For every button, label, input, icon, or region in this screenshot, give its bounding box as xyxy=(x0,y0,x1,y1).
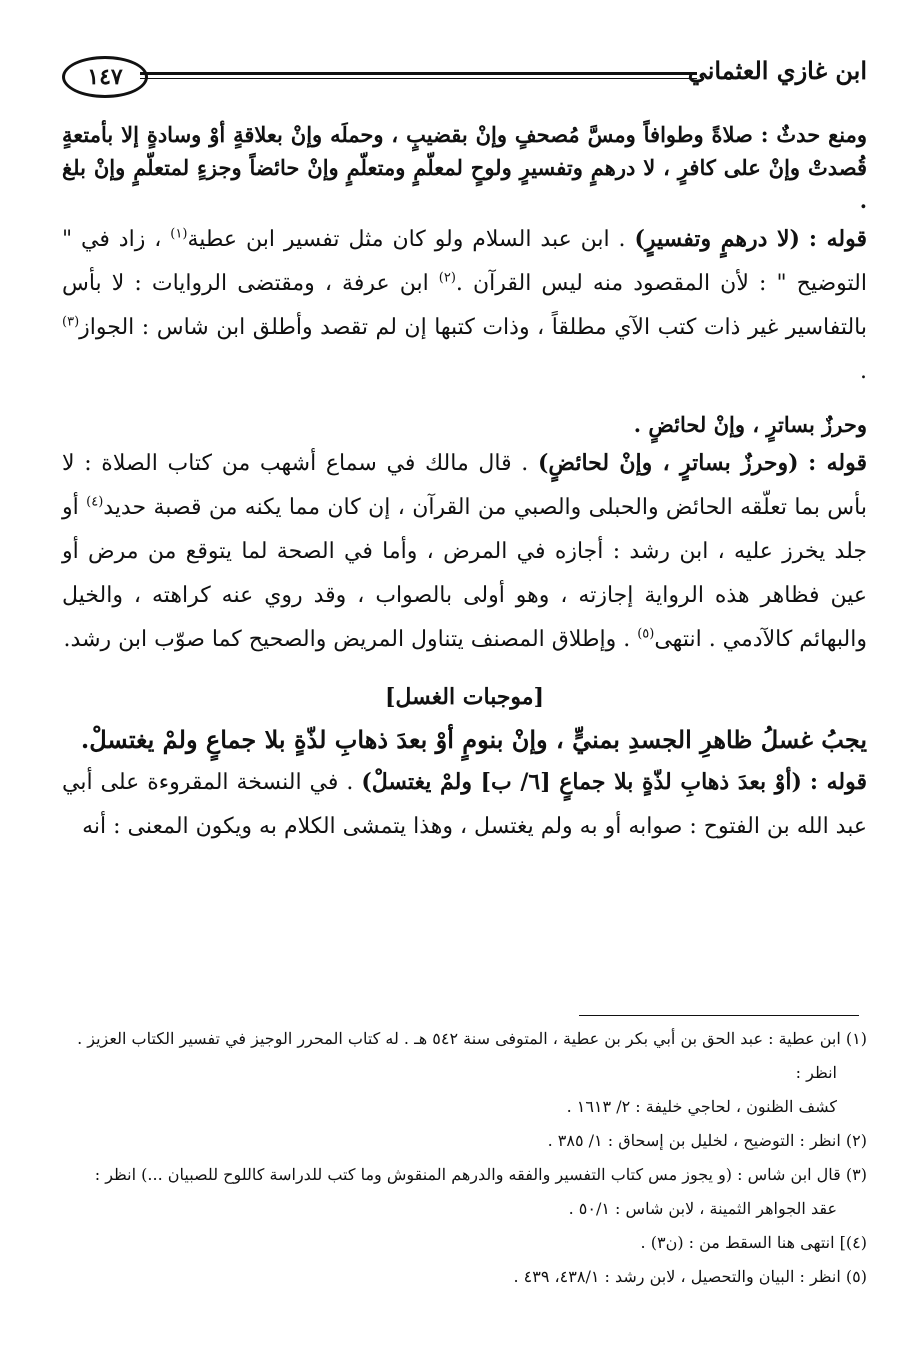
commentary-text: . ابن عبد السلام ولو كان مثل تفسير ابن عطية xyxy=(187,227,626,252)
quoted-matn: (وحرزٌ بساترٍ ، وإنْ لحائضٍ) xyxy=(537,450,799,476)
quoted-matn: (أوْ بعدَ ذهابِ لذّةٍ بلا جماعٍ [٦/ ب] ولمْ يغتسلْ) xyxy=(361,769,802,795)
commentary-text: . وإطلاق المصنف يتناول المريض والصحيح كما صوّب ابن رشد. xyxy=(63,627,631,652)
footnote-3-continued: عقد الجواهر الثمينة ، لابن شاس : ٥٠/١ . xyxy=(568,1199,837,1218)
footnote-4: (٤)] انتهى هنا السقط من : (ن٣) . xyxy=(640,1233,867,1252)
matn-paragraph-1: ومنع حدثٌ : صلاةً وطوافاً ومسَّ مُصحفٍ وإنْ بقضيبٍ ، وحملَه وإنْ بعلاقةٍ أوْ وسادةٍ إلا بأمتعةٍ قُصدتْ وإنْ على كافرٍ ، لا درهمٍ وتفسيرٍ ولوحٍ لمعلّمٍ ومتعلّمٍ وإنْ حائضاً وجزءٍ لمتعلّمٍ وإنْ بلغ . xyxy=(62,122,867,213)
matn-paragraph-2: وحرزٌ بساترٍ ، وإنْ لحائضٍ . xyxy=(633,412,867,437)
qawluhu-label: قوله : xyxy=(808,226,867,252)
main-text xyxy=(62,118,867,849)
commentary-paragraph-2 xyxy=(62,441,867,662)
footnote-ref[interactable]: (١) xyxy=(170,226,188,242)
matn-paragraph-3: يجبُ غسلُ ظاهرِ الجسدِ بمنيٍّ ، وإنْ بنومٍ أوْ بعدَ ذهابِ لذّةٍ بلا جماعٍ ولمْ يغتسلْ. xyxy=(80,725,867,754)
footnote-2: (٢) انظر : التوضيح ، لخليل بن إسحاق : ١/ ٣٨٥ . xyxy=(547,1131,867,1150)
footnote-ref[interactable]: (٢) xyxy=(438,270,456,286)
commentary-text: . في النسخة المقروءة على أبي عبد الله بن الفتوح : صوابه أو به ولم يغتسل ، وهذا يتمشى الكلام به ويكون المعنى : أنه xyxy=(62,770,867,839)
commentary-text: . قال مالك في سماع أشهب من كتاب الصلاة : لا بأس بما تعلّقه الحائض والحبلى والصبي من القرآن ، إن كان مما يكنه من قصبة حديد xyxy=(62,451,867,520)
qawluhu-label: قوله : xyxy=(808,450,867,476)
commentary-text: أو جلد يخرز عليه ، ابن رشد : أجازه في المرض ، وأما في الصحة لما يتوقع من مرض أو عين فظاهر هذه الرواية إجازته ، وهو أولى بالصواب ، وقد روي عنه كراهته ، والخيل والبهائم كالآدمي . انتهى xyxy=(62,495,867,652)
footnote-ref[interactable]: (٥) xyxy=(637,626,655,642)
footnote-ref[interactable]: (٣) xyxy=(62,314,80,330)
footnote-5: (٥) انظر : البيان والتحصيل ، لابن رشد : ٤٣٨/١، ٤٣٩ . xyxy=(513,1267,867,1286)
commentary-text: ابن عرفة ، ومقتضى الروايات : لا بأس بالتفاسير غير ذات كتب الآي مطلقاً ، وذات كتبها إن لم تقصد وأطلق ابن شاس : الجواز xyxy=(62,271,867,340)
qawluhu-label: قوله : xyxy=(809,769,867,795)
commentary-paragraph-3 xyxy=(62,760,867,849)
quoted-matn: (لا درهمٍ وتفسيرٍ) xyxy=(634,226,800,252)
footnotes xyxy=(62,1022,867,1294)
page xyxy=(62,52,867,849)
commentary-paragraph-1 xyxy=(62,217,867,394)
commentary-text: . xyxy=(860,359,867,384)
page-number: ١٤٧ xyxy=(62,56,148,98)
spacer xyxy=(62,394,867,408)
footnote-ref[interactable]: (٤) xyxy=(86,494,104,510)
footnote-separator xyxy=(579,1015,859,1016)
header-rule xyxy=(140,72,697,79)
footnote-1: (١) ابن عطية : عبد الحق بن أبي بكر بن عطية ، المتوفى سنة ٥٤٢ هـ . له كتاب المحرر الوجيز في تفسير الكتاب العزيز . انظر : xyxy=(77,1029,867,1082)
footnote-3: (٣) قال ابن شاس : (و يجوز مس كتاب التفسير والفقه والدرهم المنقوش وما كتب للدراسة كاللوح للصبيان ...) انظر : xyxy=(94,1165,867,1184)
running-title: ابن غازي العثماني xyxy=(687,56,867,85)
page-header xyxy=(62,52,867,98)
section-heading: [موجبات الغسل] xyxy=(385,684,544,710)
commentary-text: ، زاد في " التوضيح " : لأن المقصود منه ليس القرآن . xyxy=(62,227,867,296)
footnote-1-continued: كشف الظنون ، لحاجي خليفة : ٢/ ١٦١٣ . xyxy=(566,1097,837,1116)
